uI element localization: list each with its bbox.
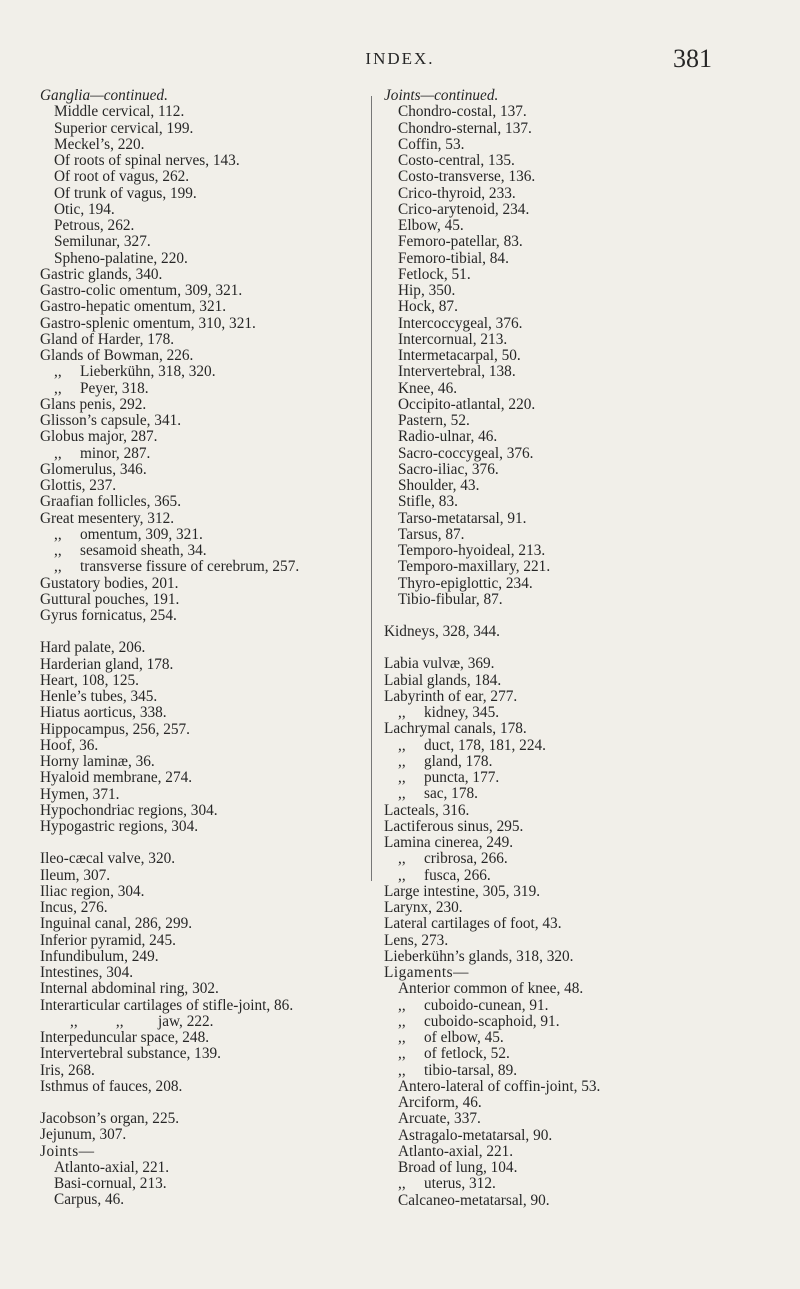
index-entry	[40, 364, 370, 380]
index-entry	[40, 998, 370, 1014]
index-entry	[40, 316, 370, 332]
index-entry	[384, 494, 714, 510]
ditto-mark: ,,	[54, 558, 62, 576]
index-entry	[40, 965, 370, 981]
index-entry	[384, 218, 714, 234]
index-entry	[384, 543, 714, 559]
index-entry	[384, 868, 714, 884]
index-entry	[40, 121, 370, 137]
index-entry-text: Labial glands, 184.	[384, 671, 502, 689]
index-entry	[40, 1111, 370, 1127]
index-entry-text: Petrous, 262.	[54, 217, 135, 234]
index-entry	[40, 981, 370, 997]
index-entry	[40, 218, 370, 234]
index-entry	[40, 429, 370, 445]
index-column-left	[40, 88, 370, 1209]
index-entry	[384, 169, 714, 185]
index-entry-text: uterus, 312.	[424, 1175, 496, 1193]
ditto-mark: ,,	[54, 379, 62, 397]
index-entry-text: Iliac region, 304.	[40, 882, 145, 900]
ditto-mark: ,,	[398, 850, 406, 868]
index-entry-text: cribrosa, 266.	[424, 850, 508, 868]
index-entry	[384, 981, 714, 997]
index-entry	[384, 803, 714, 819]
index-entry-text: Hyaloid membrane, 274.	[40, 769, 193, 787]
index-entry	[40, 722, 370, 738]
index-entry-text: Costo-central, 135.	[398, 152, 515, 169]
index-entry-text: gland, 178.	[424, 752, 493, 770]
index-entry-text: Atlanto-axial, 221.	[398, 1142, 514, 1160]
index-entry-text: Gastro-hepatic omentum, 321.	[40, 298, 227, 316]
index-entry-text: cuboido-cunean, 91.	[424, 996, 549, 1014]
index-entry-text: Coffin, 53.	[398, 135, 465, 153]
index-entry	[384, 884, 714, 900]
index-entry	[40, 332, 370, 348]
index-entry-text: Tibio-fibular, 87.	[398, 590, 503, 608]
index-entry	[40, 868, 370, 884]
index-entry	[40, 738, 370, 754]
index-entry-text: Gastro-colic omentum, 309, 321.	[40, 282, 243, 299]
index-entry-text: puncta, 177.	[424, 769, 500, 786]
index-entry-text: Femoro-patellar, 83.	[398, 233, 523, 251]
ditto-mark: ,,	[398, 769, 406, 786]
index-entry	[384, 754, 714, 770]
index-entry	[384, 1160, 714, 1176]
index-entry-text: Sacro-iliac, 376.	[398, 460, 499, 478]
index-entry	[384, 576, 714, 592]
index-entry	[384, 462, 714, 478]
index-entry	[40, 559, 370, 575]
index-entry	[40, 283, 370, 299]
index-entry-text: Inguinal canal, 286, 299.	[40, 915, 193, 933]
index-entry	[384, 819, 714, 835]
index-entry-text: Knee, 46.	[398, 379, 458, 397]
index-entry-text: Lens, 273.	[384, 931, 449, 949]
index-entry-text: Ligaments—	[384, 964, 469, 981]
index-entry-text: ,, ,, jaw, 222.	[70, 1012, 214, 1030]
index-entry-text: of fetlock, 52.	[424, 1045, 510, 1063]
index-entry	[384, 1095, 714, 1111]
index-entry	[40, 819, 370, 835]
index-entry	[40, 592, 370, 608]
index-entry	[384, 234, 714, 250]
index-entry	[384, 1128, 714, 1144]
index-entry	[40, 494, 370, 510]
index-entry-text: Heart, 108, 125.	[40, 671, 139, 689]
index-entry-text: Of root of vagus, 262.	[54, 168, 190, 186]
index-entry	[384, 332, 714, 348]
index-entry-text: Gastric glands, 340.	[40, 265, 163, 283]
index-entry	[384, 738, 714, 754]
index-entry-text: Ganglia—continued.	[40, 87, 168, 104]
index-entry	[40, 478, 370, 494]
index-entry	[384, 721, 714, 737]
index-entry	[40, 381, 370, 397]
ditto-mark: ,,	[398, 1012, 406, 1030]
index-entry-text: Harderian gland, 178.	[40, 655, 174, 673]
index-entry-text: Superior cervical, 199.	[54, 119, 194, 137]
index-entry	[384, 835, 714, 851]
ditto-mark: ,,	[54, 542, 62, 559]
index-entry-text: Atlanto-axial, 221.	[54, 1158, 170, 1176]
index-entry-text: Intermetacarpal, 50.	[398, 347, 521, 364]
index-entry	[384, 1176, 714, 1192]
index-entry-text: Spheno-palatine, 220.	[54, 249, 188, 267]
index-entry-text: omentum, 309, 321.	[80, 525, 203, 543]
index-entry-text: Hard palate, 206.	[40, 639, 146, 657]
index-entry	[384, 153, 714, 169]
ditto-mark: ,,	[398, 866, 406, 884]
index-entry-text: Lacteals, 316.	[384, 801, 470, 819]
index-entry-text: of elbow, 45.	[424, 1029, 504, 1046]
index-entry	[384, 559, 714, 575]
index-entry-text: Of trunk of vagus, 199.	[54, 184, 197, 202]
index-entry	[384, 478, 714, 494]
index-entry-text: Calcaneo-metatarsal, 90.	[398, 1191, 550, 1209]
index-entry	[384, 916, 714, 932]
index-entry	[40, 202, 370, 218]
index-entry	[384, 364, 714, 380]
index-entry-text: Fetlock, 51.	[398, 265, 471, 283]
group-gap	[40, 1095, 370, 1111]
index-entry-text: sesamoid sheath, 34.	[80, 542, 207, 559]
index-entry-text: Intercornual, 213.	[398, 330, 508, 348]
index-entry	[384, 88, 714, 104]
index-entry	[40, 104, 370, 120]
index-entry-text: Ileum, 307.	[40, 866, 111, 884]
index-entry	[40, 413, 370, 429]
index-entry	[384, 186, 714, 202]
index-entry-text: Labyrinth of ear, 277.	[384, 687, 518, 705]
index-entry	[40, 186, 370, 202]
index-entry	[384, 656, 714, 672]
index-entry	[40, 169, 370, 185]
index-entry	[40, 949, 370, 965]
index-entry-text: Kidneys, 328, 344.	[384, 623, 500, 640]
index-entry-text: Interpeduncular space, 248.	[40, 1029, 210, 1046]
ditto-mark: ,,	[398, 996, 406, 1014]
index-entry-text: Tarso-metatarsal, 91.	[398, 509, 527, 527]
index-entry-text: Semilunar, 327.	[54, 233, 151, 251]
index-entry	[384, 900, 714, 916]
index-entry-text: Hoof, 36.	[40, 736, 99, 754]
index-entry-text: Lieberkühn, 318, 320.	[80, 363, 216, 381]
index-entry-text: Femoro-tibial, 84.	[398, 249, 509, 267]
index-entry	[384, 592, 714, 608]
index-entry	[40, 608, 370, 624]
index-entry-text: Crico-arytenoid, 234.	[398, 200, 530, 218]
index-entry	[384, 251, 714, 267]
index-entry	[40, 267, 370, 283]
index-entry-text: Jacobson’s organ, 225.	[40, 1110, 180, 1127]
index-entry	[384, 413, 714, 429]
group-gap	[384, 640, 714, 656]
index-entry-text: Internal abdominal ring, 302.	[40, 980, 219, 998]
index-entry-text: Carpus, 46.	[54, 1191, 125, 1209]
index-entry	[384, 527, 714, 543]
index-entry	[384, 397, 714, 413]
index-entry-text: Anterior common of knee, 48.	[398, 980, 584, 998]
index-entry-text: Hypogastric regions, 304.	[40, 818, 199, 835]
index-entry-text: Antero-lateral of coffin-joint, 53.	[398, 1077, 601, 1095]
index-entry	[384, 949, 714, 965]
index-entry	[40, 1063, 370, 1079]
index-entry-text: Labia vulvæ, 369.	[384, 655, 495, 673]
index-entry	[40, 299, 370, 315]
index-entry-text: Gastro-splenic omentum, 310, 321.	[40, 314, 256, 332]
index-entry-text: Hock, 87.	[398, 298, 458, 316]
ditto-mark: ,,	[398, 704, 406, 721]
index-entry	[384, 202, 714, 218]
index-entry	[40, 851, 370, 867]
index-entry	[384, 705, 714, 721]
index-entry	[384, 267, 714, 283]
index-entry-text: Horny laminæ, 36.	[40, 753, 155, 770]
index-entry-text: Glottis, 237.	[40, 477, 117, 494]
index-entry	[384, 104, 714, 120]
index-entry	[40, 640, 370, 656]
index-entry	[384, 1063, 714, 1079]
index-entry	[40, 543, 370, 559]
index-entry-text: Chondro-sternal, 137.	[398, 119, 532, 137]
index-entry	[40, 462, 370, 478]
index-entry-text: duct, 178, 181, 224.	[424, 736, 546, 754]
index-entry-text: cuboido-scaphoid, 91.	[424, 1012, 560, 1030]
index-entry	[384, 511, 714, 527]
index-entry-text: Tarsus, 87.	[398, 525, 465, 543]
index-entry-text: Crico-thyroid, 233.	[398, 184, 516, 202]
index-entry	[40, 88, 370, 104]
index-entry-text: Gyrus fornicatus, 254.	[40, 607, 177, 624]
index-entry	[40, 1160, 370, 1176]
index-entry	[384, 429, 714, 445]
index-entry-text: Thyro-epiglottic, 234.	[398, 574, 533, 592]
index-entry	[40, 234, 370, 250]
index-entry-text: Globus major, 287.	[40, 428, 158, 446]
ditto-mark: ,,	[398, 1175, 406, 1193]
index-entry-text: Pastern, 52.	[398, 412, 470, 429]
index-entry-text: Lamina cinerea, 249.	[384, 834, 514, 851]
index-entry	[384, 998, 714, 1014]
index-entry-text: Iris, 268.	[40, 1061, 95, 1079]
index-entry	[384, 299, 714, 315]
index-entry-text: Intercoccygeal, 376.	[398, 314, 523, 332]
index-entry-text: Infundibulum, 249.	[40, 947, 159, 965]
index-entry-text: Joints—	[40, 1142, 95, 1160]
index-entry	[384, 1193, 714, 1209]
page-number: 381	[673, 44, 712, 73]
index-entry	[40, 754, 370, 770]
index-entry-text: Chondro-costal, 137.	[398, 103, 527, 121]
index-entry	[384, 689, 714, 705]
index-entry	[384, 673, 714, 689]
index-entry-text: kidney, 345.	[424, 704, 500, 721]
index-entry-text: Radio-ulnar, 46.	[398, 428, 498, 446]
index-entry-text: Intervertebral, 138.	[398, 363, 516, 381]
index-entry	[384, 965, 714, 981]
index-entry	[40, 1176, 370, 1192]
index-entry-text: sac, 178.	[424, 785, 478, 803]
index-entry-text: Large intestine, 305, 319.	[384, 882, 541, 900]
index-entry	[40, 705, 370, 721]
index-entry	[40, 153, 370, 169]
index-entry	[384, 624, 714, 640]
index-entry	[384, 1046, 714, 1062]
index-entry-text: Lateral cartilages of foot, 43.	[384, 915, 562, 933]
index-entry	[40, 397, 370, 413]
index-entry	[40, 770, 370, 786]
index-entry	[40, 1014, 370, 1030]
index-entry	[40, 657, 370, 673]
index-entry-text: minor, 287.	[80, 444, 151, 462]
index-entry-text: tibio-tarsal, 89.	[424, 1061, 518, 1079]
index-entry-text: Arciform, 46.	[398, 1094, 482, 1111]
index-entry	[40, 1144, 370, 1160]
index-entry-text: Lactiferous sinus, 295.	[384, 817, 524, 835]
ditto-mark: ,,	[398, 785, 406, 803]
ditto-mark: ,,	[398, 1029, 406, 1046]
index-entry	[40, 527, 370, 543]
index-entry	[40, 689, 370, 705]
ditto-mark: ,,	[398, 1061, 406, 1079]
index-entry-text: Meckel’s, 220.	[54, 135, 145, 153]
index-entry	[40, 900, 370, 916]
index-entry	[384, 851, 714, 867]
index-entry-text: Glands of Bowman, 226.	[40, 347, 194, 364]
index-entry	[40, 1079, 370, 1095]
ditto-mark: ,,	[398, 736, 406, 754]
index-entry-text: Temporo-hyoideal, 213.	[398, 542, 546, 559]
index-entry	[40, 348, 370, 364]
index-entry-text: Jejunum, 307.	[40, 1126, 127, 1144]
index-entry-text: Elbow, 45.	[398, 217, 464, 234]
index-entry	[384, 137, 714, 153]
index-entry	[40, 933, 370, 949]
index-entry-text: Inferior pyramid, 245.	[40, 931, 176, 949]
index-entry	[40, 1030, 370, 1046]
index-entry-text: Hypochondriac regions, 304.	[40, 801, 218, 819]
index-entry-text: Gland of Harder, 178.	[40, 330, 175, 348]
index-entry	[40, 916, 370, 932]
index-entry-text: Hymen, 371.	[40, 785, 120, 803]
index-column-right	[384, 88, 714, 1209]
index-entry-text: Great mesentery, 312.	[40, 509, 175, 527]
running-head: INDEX.	[365, 49, 435, 68]
index-entry-text: Ileo-cæcal valve, 320.	[40, 850, 176, 868]
index-entry-text: Glisson’s capsule, 341.	[40, 412, 182, 429]
index-entry-text: Guttural pouches, 191.	[40, 590, 180, 608]
index-entry-text: Isthmus of fauces, 208.	[40, 1077, 183, 1095]
index-entry-text: Interarticular cartilages of stifle-joint, 86.	[40, 996, 294, 1014]
column-divider	[371, 96, 372, 881]
ditto-mark: ,,	[398, 1045, 406, 1063]
index-entry	[40, 511, 370, 527]
index-entry	[384, 348, 714, 364]
ditto-mark: ,,	[54, 525, 62, 543]
index-entry	[40, 787, 370, 803]
index-entry-text: Henle’s tubes, 345.	[40, 688, 158, 705]
index-entry	[40, 673, 370, 689]
group-gap	[384, 608, 714, 624]
index-entry	[40, 576, 370, 592]
index-entry	[40, 446, 370, 462]
index-entry	[40, 1127, 370, 1143]
index-entry	[40, 137, 370, 153]
index-entry	[384, 933, 714, 949]
index-entry-text: Astragalo-metatarsal, 90.	[398, 1126, 553, 1144]
index-entry-text: Hip, 350.	[398, 282, 456, 299]
group-gap	[40, 835, 370, 851]
index-entry-text: Hiatus aorticus, 338.	[40, 704, 167, 722]
index-entry-text: Occipito-atlantal, 220.	[398, 395, 536, 413]
index-entry-text: Of roots of spinal nerves, 143.	[54, 152, 240, 169]
index-entry-text: Hippocampus, 256, 257.	[40, 720, 190, 738]
ditto-mark: ,,	[54, 363, 62, 381]
index-entry	[40, 803, 370, 819]
index-entry-text: Stifle, 83.	[398, 493, 458, 511]
index-entry-text: Otic, 194.	[54, 200, 115, 218]
index-entry-text: Lachrymal canals, 178.	[384, 720, 527, 738]
index-entry-text: Broad of lung, 104.	[398, 1159, 518, 1176]
index-entry-text: Intestines, 304.	[40, 964, 134, 981]
index-entry-text: Peyer, 318.	[80, 379, 149, 397]
index-entry	[40, 884, 370, 900]
index-entry	[384, 786, 714, 802]
index-entry-text: transverse fissure of cerebrum, 257.	[80, 558, 300, 576]
index-entry-text: Shoulder, 43.	[398, 477, 480, 494]
index-entry	[384, 1144, 714, 1160]
index-entry-text: Sacro-coccygeal, 376.	[398, 444, 534, 462]
index-entry-text: Glans penis, 292.	[40, 395, 147, 413]
index-entry	[384, 121, 714, 137]
index-entry	[384, 283, 714, 299]
index-entry	[384, 1014, 714, 1030]
index-entry-text: fusca, 266.	[424, 866, 491, 884]
ditto-mark: ,,	[398, 752, 406, 770]
index-entry	[384, 1079, 714, 1095]
index-entry	[40, 1192, 370, 1208]
index-entry	[384, 770, 714, 786]
index-entry-text: Temporo-maxillary, 221.	[398, 558, 551, 576]
index-entry-text: Graafian follicles, 365.	[40, 493, 182, 511]
ditto-mark: ,,	[54, 444, 62, 462]
index-entry-text: Glomerulus, 346.	[40, 460, 147, 478]
group-gap	[40, 624, 370, 640]
index-entry-text: Lieberkühn’s glands, 318, 320.	[384, 947, 574, 965]
index-entry	[40, 1046, 370, 1062]
index-entry	[384, 381, 714, 397]
index-entry	[384, 1111, 714, 1127]
index-entry	[384, 316, 714, 332]
index-entry-text: Joints—continued.	[384, 87, 499, 104]
index-entry	[384, 1030, 714, 1046]
index-entry-text: Arcuate, 337.	[398, 1110, 481, 1128]
index-entry-text: Intervertebral substance, 139.	[40, 1045, 221, 1063]
index-entry-text: Basi-cornual, 213.	[54, 1175, 167, 1192]
index-entry	[384, 446, 714, 462]
index-entry	[40, 251, 370, 267]
index-entry-text: Incus, 276.	[40, 899, 108, 916]
index-entry-text: Gustatory bodies, 201.	[40, 574, 179, 592]
index-entry-text: Middle cervical, 112.	[54, 103, 185, 121]
index-entry-text: Costo-transverse, 136.	[398, 168, 536, 186]
index-entry-text: Larynx, 230.	[384, 899, 463, 916]
